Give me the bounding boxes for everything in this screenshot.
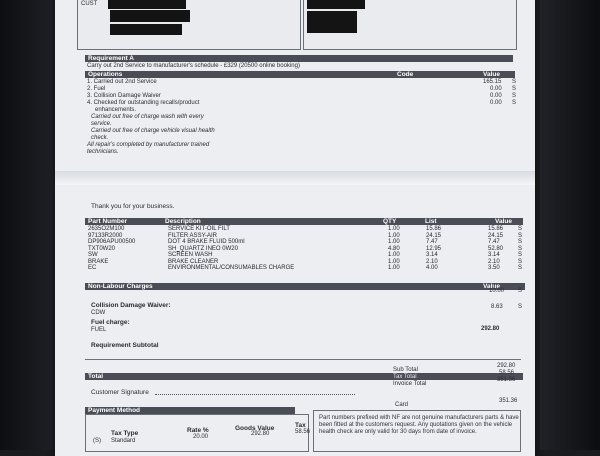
divider	[85, 359, 521, 360]
part-list: 7.47	[426, 239, 438, 245]
operation-text: 3. Collision Damage Waiver	[87, 93, 161, 99]
operation-row	[87, 93, 519, 100]
part-number-header: Part Number	[88, 218, 128, 225]
part-list: 24.15	[426, 232, 442, 239]
part-list: 12.95	[426, 245, 442, 252]
operation-note: enhancements.	[95, 107, 137, 113]
cdw-value: 8.63	[491, 304, 503, 310]
operation-row	[87, 79, 519, 86]
qty-header: QTY	[383, 218, 397, 225]
non-labour-value: 10.00	[489, 288, 505, 294]
operation-value: 165.15	[483, 79, 502, 85]
operation-text: 4. Checked for outstanding recalls/product	[87, 100, 200, 106]
non-labour-label: Non-Labour Charges	[88, 283, 153, 290]
operation-flag: S	[512, 79, 517, 85]
part-flag: S	[518, 265, 523, 271]
redacted-address-1	[110, 10, 190, 22]
operation-text: 1. Carried out 2nd Service	[87, 79, 157, 85]
value-header: Value	[495, 218, 512, 225]
paper-fold	[55, 171, 535, 185]
description-header: Description	[165, 218, 201, 225]
parts-header	[85, 218, 523, 225]
part-qty: 1.00	[388, 252, 400, 258]
list-header: List	[425, 218, 437, 225]
rate-header: Rate %	[187, 427, 209, 434]
invoice-total-label: Invoice Total	[393, 381, 427, 387]
requirement-title: Requirement A	[85, 55, 513, 62]
part-description: SH_QUARTZ INEO 0W20	[168, 245, 238, 252]
part-value: 7.47	[488, 239, 500, 245]
code-label: Code	[397, 71, 414, 78]
redacted-address-2	[110, 24, 182, 35]
operation-note: Carried out free of charge vehicle visual health	[91, 128, 215, 134]
operation-flag: S	[512, 86, 517, 92]
part-flag: S	[518, 252, 523, 258]
tax-row-goods: 292.80	[251, 431, 270, 437]
part-value: 3.50	[488, 265, 500, 271]
part-value: 52.80	[488, 245, 504, 252]
non-labour-header	[85, 283, 525, 290]
tax-row-rate: 20.00	[193, 434, 209, 440]
part-number: DP906APU00500	[88, 239, 136, 245]
part-number: 97133R2000	[88, 232, 123, 239]
requirement-subtotal-label: Requirement Subtotal	[91, 342, 159, 349]
part-flag: S	[518, 226, 523, 232]
parts-table	[88, 226, 528, 272]
cdw-label: CDW	[91, 310, 106, 316]
disclaimer-text: Part numbers prefixed with NF are not genuine manufacturers parts & have been fitted at the customers request. Any quotations given on the vehicle health check are only valid for 30 days from date of invoice.	[319, 415, 519, 435]
operation-value: 0.00	[490, 86, 502, 92]
subtotal-label: Sub Total	[393, 367, 418, 373]
fuel-label: FUEL	[91, 327, 107, 333]
part-description: SERVICE KIT-OIL FILT	[168, 226, 230, 232]
operation-value: 0.00	[490, 93, 502, 99]
operations-label: Operations	[88, 71, 123, 78]
redacted-name	[108, 0, 186, 9]
part-value: 3.14	[488, 252, 500, 258]
part-number: EC	[88, 265, 97, 271]
operation-note: Carried out free of charge wash with every	[91, 114, 204, 120]
part-description: BRAKE CLEANER	[168, 258, 219, 265]
part-list: 3.14	[426, 252, 438, 258]
signature-line	[155, 394, 355, 395]
operation-note: All repair's completed by manufacturer trained	[87, 142, 210, 148]
tax-type-header: Tax Type	[111, 430, 139, 437]
operation-text: 2. Fuel	[87, 86, 106, 92]
part-list: 2.10	[426, 258, 438, 265]
tax-row-type: Standard	[111, 438, 136, 444]
payment-method-header: Payment Method	[85, 407, 295, 414]
card-label: Card	[395, 402, 409, 408]
tax-header: Tax	[295, 422, 306, 429]
part-value: 15.86	[488, 226, 504, 232]
part-description: FILTER ASSY-AIR	[168, 232, 218, 239]
part-qty: 4.80	[388, 245, 400, 252]
part-description: DOT 4 BRAKE FLUID 500ml	[168, 239, 245, 245]
part-number: 2635O2M100	[88, 226, 125, 232]
value-label: Value	[483, 71, 500, 78]
card-value: 351.36	[499, 398, 518, 404]
part-qty: 1.00	[388, 258, 400, 265]
operation-row	[87, 100, 519, 107]
vehicle-box	[303, 0, 517, 50]
thank-you-text: Thank you for your business.	[91, 203, 175, 210]
operation-note: service.	[91, 121, 112, 127]
signature-label: Customer Signature	[91, 389, 149, 396]
part-number: BRAKE	[88, 258, 109, 265]
part-value: 2.10	[488, 258, 500, 265]
tax-row-code: (S)	[93, 438, 101, 444]
redacted-vehicle-1	[307, 0, 365, 9]
operation-note: check.	[91, 135, 109, 141]
requirement-description: Carry out 2nd Service to manufacturer's schedule - £329 (20500 online booking)	[87, 63, 300, 69]
tax-total-label: Tax Total	[393, 374, 417, 380]
part-flag: S	[518, 232, 523, 239]
part-number: SW	[88, 252, 98, 258]
part-qty: 1.00	[388, 226, 400, 232]
tax-row-tax: 58.56	[295, 429, 311, 435]
part-number: TXT0W20	[88, 245, 116, 252]
operation-row	[87, 86, 519, 93]
invoice-total-value: 351.36	[497, 377, 516, 383]
table-row	[88, 265, 528, 272]
part-list: 15.86	[426, 226, 442, 232]
cust-label: CUST	[81, 1, 98, 7]
cdw-title: Collision Damage Waiver:	[91, 302, 171, 309]
part-flag: S	[518, 258, 523, 265]
part-value: 24.15	[488, 232, 504, 239]
part-flag: S	[518, 239, 523, 245]
non-labour-flag: S	[518, 288, 523, 294]
car-interior-right	[540, 0, 600, 450]
invoice-paper	[55, 0, 535, 456]
redacted-vehicle-2	[307, 11, 357, 33]
subtotal-value: 292.80	[497, 363, 516, 369]
requirement-subtotal-value: 292.80	[481, 326, 500, 332]
part-qty: 1.00	[388, 265, 400, 271]
part-list: 4.00	[426, 265, 438, 271]
part-description: SCREEN WASH	[168, 252, 213, 258]
goods-value-header: Goods Value	[235, 425, 275, 432]
part-flag: S	[518, 245, 523, 252]
operations-list	[87, 79, 519, 156]
fuel-title: Fuel charge:	[91, 319, 130, 326]
non-labour-value-label: Value	[483, 283, 500, 290]
part-qty: 1.00	[388, 232, 400, 239]
customer-box	[77, 0, 301, 50]
part-qty: 1.00	[388, 239, 400, 245]
operation-flag: S	[512, 93, 517, 99]
operation-value: 0.00	[490, 100, 502, 106]
tax-total-value: 58.56	[499, 370, 515, 376]
operation-note: technicians.	[87, 149, 119, 155]
operations-header	[85, 71, 515, 78]
operation-flag: S	[512, 100, 517, 106]
cdw-flag: S	[518, 304, 523, 310]
part-description: ENVIRONMENTAL/CONSUMABLES CHARGE	[168, 265, 295, 271]
total-header: Total	[85, 373, 523, 380]
